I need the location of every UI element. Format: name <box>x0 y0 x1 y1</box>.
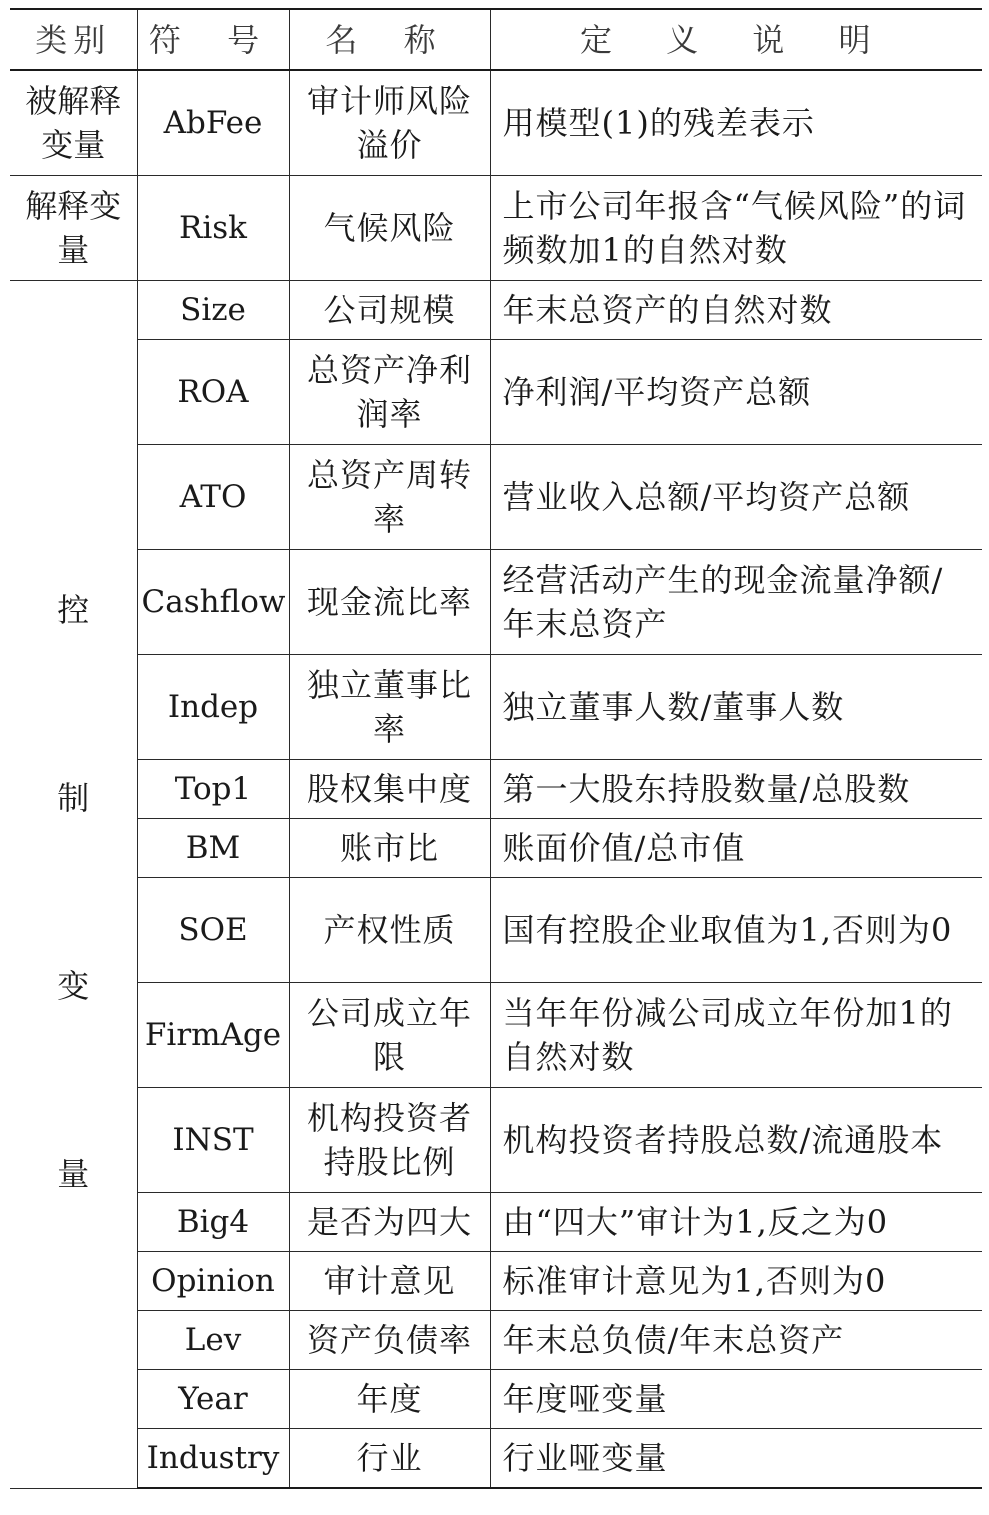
control-symbol: FirmAge <box>137 983 289 1088</box>
dependent-variable-row <box>10 70 982 176</box>
control-row <box>10 1088 982 1193</box>
control-symbol: Industry <box>137 1429 289 1489</box>
control-row <box>10 1252 982 1311</box>
control-symbol: Indep <box>137 655 289 760</box>
control-name: 机构投资者持股比例 <box>289 1088 490 1193</box>
control-row <box>10 878 982 983</box>
control-symbol: Size <box>137 281 289 340</box>
control-category-char: 量 <box>57 1155 90 1193</box>
control-row <box>10 655 982 760</box>
control-symbol: Lev <box>137 1311 289 1370</box>
control-category-cell <box>10 281 137 1489</box>
control-row <box>10 281 982 340</box>
control-symbol: Cashflow <box>137 550 289 655</box>
control-row <box>10 445 982 550</box>
control-category-char: 变 <box>57 967 90 1005</box>
control-category-char: 制 <box>57 779 90 817</box>
control-definition: 账面价值/总市值 <box>490 819 982 878</box>
control-definition: 净利润/平均资产总额 <box>490 340 982 445</box>
explanatory-definition: 上市公司年报含“气候风险”的词频数加1的自然对数 <box>490 176 982 281</box>
control-symbol: ROA <box>137 340 289 445</box>
control-symbol: SOE <box>137 878 289 983</box>
control-name: 是否为四大 <box>289 1193 490 1252</box>
control-definition: 经营活动产生的现金流量净额/年末总资产 <box>490 550 982 655</box>
control-definition: 独立董事人数/董事人数 <box>490 655 982 760</box>
control-row <box>10 983 982 1088</box>
explanatory-symbol: Risk <box>137 176 289 281</box>
control-row <box>10 1311 982 1370</box>
control-definition: 标准审计意见为1,否则为0 <box>490 1252 982 1311</box>
control-symbol: Opinion <box>137 1252 289 1311</box>
control-definition: 机构投资者持股总数/流通股本 <box>490 1088 982 1193</box>
control-name: 审计意见 <box>289 1252 490 1311</box>
control-row <box>10 1370 982 1429</box>
control-symbol: INST <box>137 1088 289 1193</box>
variable-definition-table-container <box>10 8 982 1489</box>
control-name: 独立董事比率 <box>289 655 490 760</box>
control-definition: 国有控股企业取值为1,否则为0 <box>490 878 982 983</box>
control-name: 现金流比率 <box>289 550 490 655</box>
control-row <box>10 340 982 445</box>
control-name: 公司成立年限 <box>289 983 490 1088</box>
control-definition: 年末总负债/年末总资产 <box>490 1311 982 1370</box>
control-name: 资产负债率 <box>289 1311 490 1370</box>
control-symbol: Big4 <box>137 1193 289 1252</box>
control-symbol: Year <box>137 1370 289 1429</box>
control-row <box>10 1193 982 1252</box>
control-name: 账市比 <box>289 819 490 878</box>
dependent-definition: 用模型(1)的残差表示 <box>490 70 982 176</box>
control-definition: 营业收入总额/平均资产总额 <box>490 445 982 550</box>
control-definition: 由“四大”审计为1,反之为0 <box>490 1193 982 1252</box>
header-row <box>10 9 982 70</box>
control-name: 年度 <box>289 1370 490 1429</box>
control-row <box>10 550 982 655</box>
explanatory-name: 气候风险 <box>289 176 490 281</box>
control-definition: 年末总资产的自然对数 <box>490 281 982 340</box>
control-category-char: 控 <box>57 591 90 629</box>
control-name: 公司规模 <box>289 281 490 340</box>
header-category: 类别 <box>10 9 137 70</box>
control-symbol: BM <box>137 819 289 878</box>
variable-definition-table <box>10 8 982 1489</box>
control-row <box>10 760 982 819</box>
control-definition: 当年年份减公司成立年份加1的自然对数 <box>490 983 982 1088</box>
explanatory-variable-row <box>10 176 982 281</box>
dependent-symbol: AbFee <box>137 70 289 176</box>
control-symbol: ATO <box>137 445 289 550</box>
control-row <box>10 1429 982 1489</box>
control-category-stack <box>10 281 137 1488</box>
control-definition: 第一大股东持股数量/总股数 <box>490 760 982 819</box>
control-name: 总资产周转率 <box>289 445 490 550</box>
control-name: 总资产净利润率 <box>289 340 490 445</box>
dependent-category: 被解释变量 <box>10 70 137 176</box>
header-definition: 定 义 说 明 <box>490 9 982 70</box>
control-row <box>10 819 982 878</box>
control-symbol: Top1 <box>137 760 289 819</box>
control-definition: 年度哑变量 <box>490 1370 982 1429</box>
dependent-name: 审计师风险溢价 <box>289 70 490 176</box>
control-name: 产权性质 <box>289 878 490 983</box>
control-name: 行业 <box>289 1429 490 1489</box>
control-definition: 行业哑变量 <box>490 1429 982 1489</box>
header-symbol: 符 号 <box>137 9 289 70</box>
header-name: 名 称 <box>289 9 490 70</box>
control-name: 股权集中度 <box>289 760 490 819</box>
explanatory-category: 解释变量 <box>10 176 137 281</box>
